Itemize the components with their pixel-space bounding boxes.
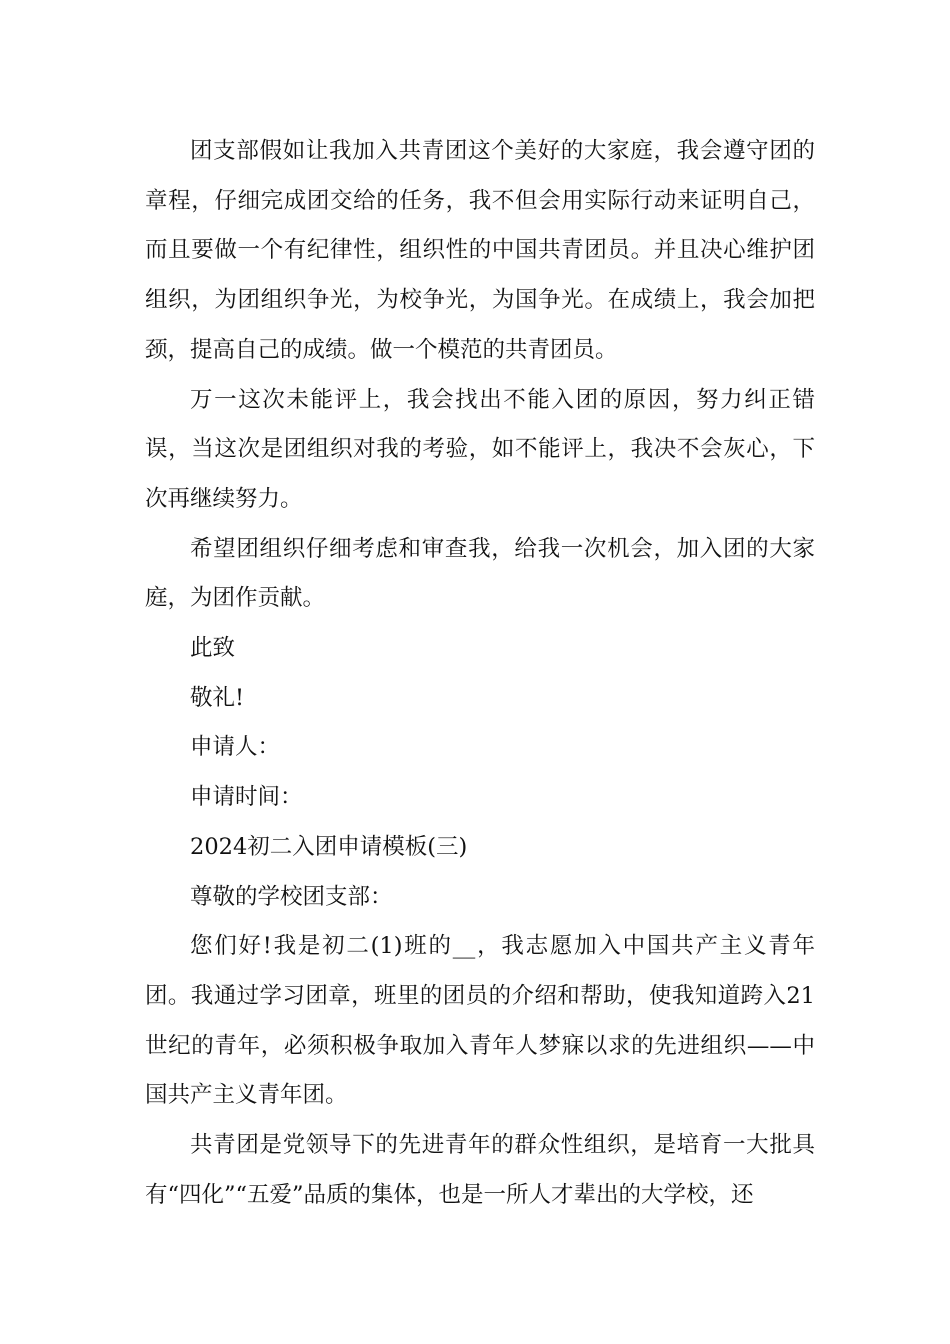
section-title: 2024初二入团申请模板(三)	[190, 833, 468, 860]
closing-salute: 敬礼!	[190, 684, 245, 711]
applicant-label: 申请人：	[190, 734, 281, 761]
paragraph-commitment: 团支部假如让我加入共青团这个美好的大家庭，我会遵守团的章程，仔细完成团交给的任务，我不但会用实际行动来证明自己，而且要做一个有纪律性，组织性的中国共青团员。并且决心维护团组织，为团组织争光，为校争光，为国争光。在成绩上，我会加把颈，提高自己的成绩。做一个模范的共青团员。	[145, 138, 815, 363]
salutation: 尊敬的学校团支部：	[190, 883, 393, 910]
paragraph-league-description: 共青团是党领导下的先进青年的群众性组织，是培育一大批具有“四化”“五爱”品质的集体，也是一所人才辈出的大学校，还	[145, 1132, 815, 1208]
date-label: 申请时间：	[190, 784, 303, 811]
paragraph-greeting: 您们好!我是初二(1)班的__，我志愿加入中国共产主义青年团。我通过学习团章，班里的团员的介绍和帮助，使我知道跨入21世纪的青年，必须积极争取加入青年人梦寐以求的先进组织——中国共产主义青年团。	[145, 933, 815, 1109]
paragraph-hope: 希望团组织仔细考虑和审查我，给我一次机会，加入团的大家庭，为团作贡献。	[145, 535, 815, 612]
document-body	[145, 127, 815, 1220]
paragraph-if-not-selected: 万一这次未能评上，我会找出不能入团的原因，努力纠正错误，当这次是团组织对我的考验，如不能评上，我决不会灰心，下次再继续努力。	[145, 386, 815, 512]
closing-regards: 此致	[190, 635, 236, 662]
